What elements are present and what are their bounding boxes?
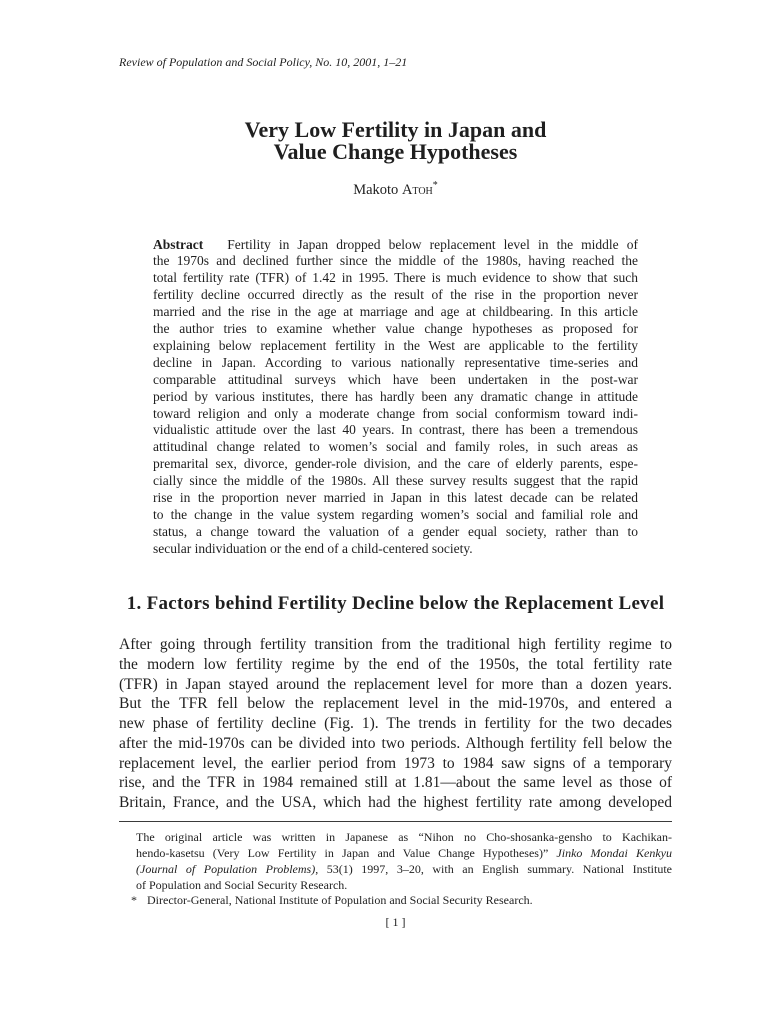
author-surname: Atoh [401,182,433,198]
article-title [119,119,672,163]
author-byline [119,181,672,199]
abstract-line: rise in the proportion never married in Japan in this latest decade can be related [153,490,638,506]
running-header: Review of Population and Social Policy, No. 10, 2001, 1–21 [119,55,408,69]
abstract-line: status, a change toward the valuation of a gender equal society, rather than to [153,523,638,539]
footnote-text: The original article was written in Japanese as “Nihon no Cho-shosanka-gensho to Kachikan- [136,830,672,844]
title-line: Value Change Hypotheses [273,139,518,164]
author-given-name: Makoto [353,182,399,198]
footnote-original-article [136,829,672,893]
body-paragraph [119,635,672,813]
abstract-line: total fertility rate (TFR) of 1.42 in 1995. There is much evidence to show that such [153,270,638,286]
body-line: replacement level, the earlier period from 1973 to 1984 saw signs of a temporary [119,754,672,772]
abstract-line: to the change in the value system regarding women’s social and familial role and [153,507,638,522]
abstract-line: fertility decline occurred directly as the result of the rise in the proportion never [153,287,638,303]
footnote-author-affiliation [131,892,672,908]
body-line: After going through fertility transition from the traditional high fertility regime to [119,636,672,653]
footnote-line [136,845,672,861]
body-line: after the mid-1970s can be divided into two periods. Although fertility fell below the [119,734,672,752]
abstract-line: decline in Japan. According to various nationally representative time-series and [153,354,638,370]
body-line: rise, and the TFR in 1984 remained still at 1.81—about the same level as those of [119,774,672,792]
footnote-line [136,861,672,877]
title-line: Very Low Fertility in Japan and [244,117,547,142]
abstract-line: secular individuation or the end of a child-centered society. [153,540,473,556]
abstract-line: married and the rise in the age at marriage and age at childbearing. In this article [153,304,638,320]
footnote-text: , 53(1) 1997, 3–20, with an English summary. National Institute [315,862,672,876]
footnote-line [136,829,672,845]
abstract-line: comparable attitudinal surveys which have been undertaken in the post-war [153,371,638,387]
footnote-journal-translation: (Journal of Population Problems) [136,862,316,876]
abstract-line [153,237,638,254]
body-line: But the TFR fell below the replacement level in the mid-1970s, and entered a [119,695,672,713]
abstract-line: the 1970s and declined further since the middle of the 1980s, having reached the [153,253,638,269]
abstract-line: cially since the middle of the 1980s. All these survey results suggest that the rapid [153,473,638,489]
abstract-line: premarital sex, divorce, gender-role division, and the care of elderly parents, espe- [153,456,638,472]
footnote-text: Director-General, National Institute of Population and Social Security Research. [147,893,533,907]
abstract-line: vidualistic attitude over the last 40 years. In contrast, there has been a tremendous [153,422,638,438]
body-line: (TFR) in Japan stayed around the replacement level for more than a dozen years. [119,675,672,693]
footnote-rule [119,821,672,822]
abstract-line: attitudinal change related to women’s social and family roles, in such areas as [153,439,638,455]
footnote-marker: * [131,893,137,907]
abstract-label: Abstract [153,236,204,252]
abstract [153,237,638,558]
footnote-text: hendo-kasetsu (Very Low Fertility in Japan and Value Change Hypotheses)” [136,846,557,860]
page-number: [ 1 ] [385,915,406,929]
footnote-line [136,877,672,893]
section-heading: 1. Factors behind Fertility Decline below the Replacement Level [126,593,665,614]
abstract-line-text: Fertility in Japan dropped below replacement level in the middle of [227,236,638,252]
footnote-text: of Population and Social Security Research. [136,878,348,892]
author-note-marker: * [432,180,438,192]
abstract-line: the author tries to examine whether value change hypotheses as proposed for [153,321,638,337]
footnote-journal-title: Jinko Mondai Kenkyu [556,846,672,860]
abstract-line: period by various institutes, there has hardly been any dramatic change in attitude [153,388,638,404]
abstract-line: toward religion and only a moderate change from social conformism toward indi- [153,405,638,421]
body-line: Britain, France, and the USA, which had the highest fertility rate among developed [119,794,672,811]
abstract-line: explaining below replacement fertility in the West are applicable to the fertility [153,337,638,353]
body-line: new phase of fertility decline (Fig. 1). The trends in fertility for the two decades [119,715,672,732]
body-line: the modern low fertility regime by the end of the 1950s, the total fertility rate [119,655,672,673]
